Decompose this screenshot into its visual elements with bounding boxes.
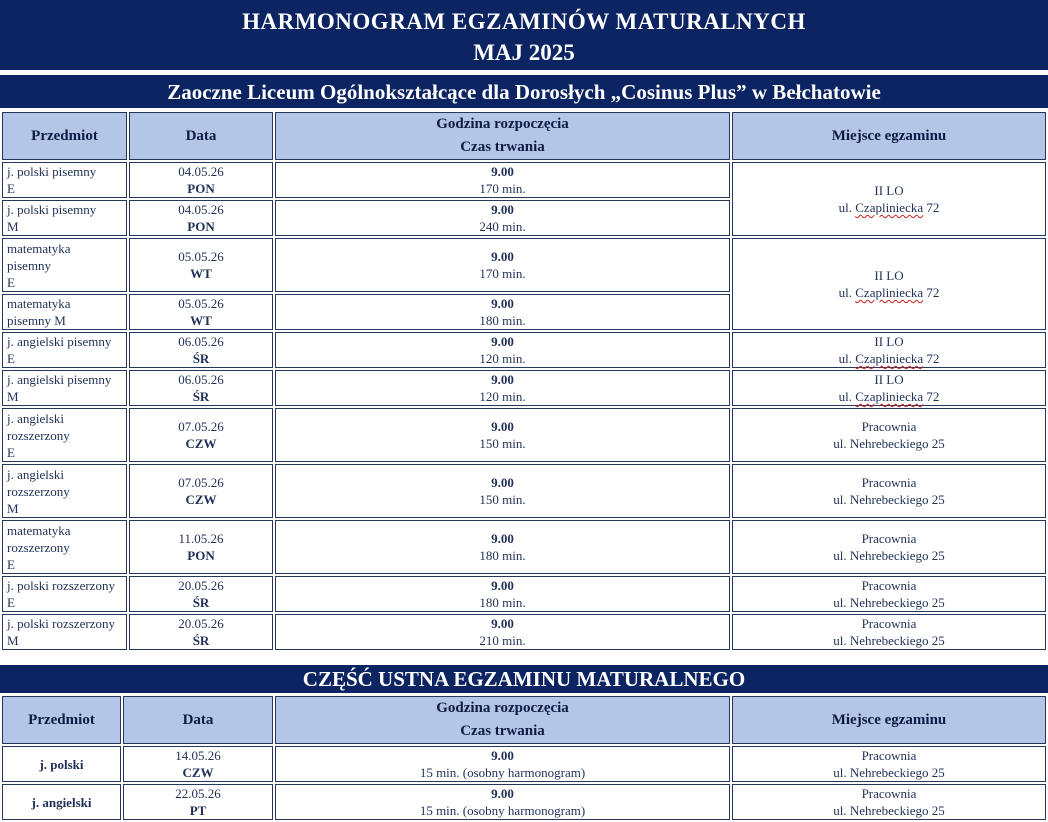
column-header-date: Data bbox=[123, 696, 273, 744]
duration: 120 min. bbox=[479, 351, 526, 366]
time-cell bbox=[275, 408, 730, 462]
subject-cell: j. angielski pisemny E bbox=[2, 332, 127, 368]
duration: 15 min. (osobny harmonogram) bbox=[419, 765, 586, 780]
start-time: 9.00 bbox=[491, 786, 514, 801]
place-cell: Pracownia ul. Nehrebeckiego 25 bbox=[732, 746, 1046, 782]
table-row bbox=[2, 520, 1046, 574]
start-time: 9.00 bbox=[491, 475, 514, 490]
subject-cell: matematyka pisemny E bbox=[2, 238, 127, 292]
weekday: ŚR bbox=[192, 389, 210, 404]
weekday: ŚR bbox=[192, 633, 210, 648]
date-cell: 06.05.26 ŚR bbox=[129, 332, 273, 368]
date-cell: 20.05.26 ŚR bbox=[129, 576, 273, 612]
weekday: PON bbox=[187, 181, 215, 196]
start-time: 9.00 bbox=[491, 748, 514, 763]
title-banner bbox=[0, 0, 1048, 70]
date-cell: 20.05.26 ŚR bbox=[129, 614, 273, 650]
table-header-row bbox=[2, 696, 1046, 744]
date-cell: 14.05.26 CZW bbox=[123, 746, 273, 782]
table-row bbox=[2, 238, 1046, 292]
date-cell: 22.05.26 PT bbox=[123, 784, 273, 820]
time-cell bbox=[275, 520, 730, 574]
place-cell: II LO ul. Czapliniecka 72 bbox=[732, 238, 1046, 330]
subject-cell: matematyka rozszerzony E bbox=[2, 520, 127, 574]
page-title: HARMONOGRAM EGZAMINÓW MATURALNYCH bbox=[242, 9, 806, 34]
weekday: CZW bbox=[185, 492, 217, 507]
table-row bbox=[2, 332, 1046, 368]
table-row bbox=[2, 614, 1046, 650]
date-cell: 06.05.26 ŚR bbox=[129, 370, 273, 406]
start-time: 9.00 bbox=[491, 164, 514, 179]
subject-cell: j. angielski pisemny M bbox=[2, 370, 127, 406]
time-cell bbox=[275, 332, 730, 368]
start-time: 9.00 bbox=[491, 531, 514, 546]
subject-cell: j. angielski bbox=[2, 784, 121, 820]
column-header-subject: Przedmiot bbox=[2, 112, 127, 160]
column-header-time-start: Godzina rozpoczęcia bbox=[436, 700, 569, 716]
place-cell: II LO ul. Czapliniecka 72 bbox=[732, 370, 1046, 406]
school-name: Zaoczne Liceum Ogólnokształcące dla Dorosłych „Cosinus Plus” w Bełchatowie bbox=[0, 75, 1048, 108]
weekday: CZW bbox=[185, 436, 217, 451]
time-cell bbox=[275, 162, 730, 198]
time-cell bbox=[275, 370, 730, 406]
start-time: 9.00 bbox=[491, 372, 514, 387]
written-exam-table bbox=[0, 110, 1048, 652]
spellcheck-underlined-word: Czapliniecka bbox=[855, 351, 924, 366]
subject-cell: j. polski pisemny M bbox=[2, 200, 127, 236]
page-subtitle: MAJ 2025 bbox=[473, 40, 575, 65]
table-row bbox=[2, 370, 1046, 406]
column-header-time bbox=[275, 112, 730, 160]
time-cell bbox=[275, 746, 730, 782]
spellcheck-underlined-word: Czapliniecka bbox=[855, 285, 924, 300]
start-time: 9.00 bbox=[491, 334, 514, 349]
table-row bbox=[2, 408, 1046, 462]
place-cell: Pracownia ul. Nehrebeckiego 25 bbox=[732, 784, 1046, 820]
duration: 180 min. bbox=[479, 548, 526, 563]
date-cell: 11.05.26 PON bbox=[129, 520, 273, 574]
column-header-subject: Przedmiot bbox=[2, 696, 121, 744]
place-cell: Pracownia ul. Nehrebeckiego 25 bbox=[732, 520, 1046, 574]
spellcheck-underlined-word: Czapliniecka bbox=[855, 389, 924, 404]
subject-cell: j. polski bbox=[2, 746, 121, 782]
duration: 120 min. bbox=[479, 389, 526, 404]
time-cell bbox=[275, 294, 730, 330]
duration: 15 min. (osobny harmonogram) bbox=[419, 803, 586, 818]
duration: 210 min. bbox=[479, 633, 526, 648]
start-time: 9.00 bbox=[491, 419, 514, 434]
place-cell: II LO ul. Czapliniecka 72 bbox=[732, 332, 1046, 368]
date-cell: 04.05.26 PON bbox=[129, 200, 273, 236]
date-cell: 07.05.26 CZW bbox=[129, 464, 273, 518]
weekday: CZW bbox=[182, 765, 214, 780]
oral-exam-table bbox=[0, 694, 1048, 822]
time-cell bbox=[275, 614, 730, 650]
column-header-place: Miejsce egzaminu bbox=[732, 112, 1046, 160]
date-cell: 05.05.26 WT bbox=[129, 238, 273, 292]
column-header-time bbox=[275, 696, 730, 744]
spellcheck-underlined-word: Czapliniecka bbox=[855, 200, 924, 215]
weekday: PON bbox=[187, 219, 215, 234]
place-cell: II LO ul. Czapliniecka 72 bbox=[732, 162, 1046, 236]
start-time: 9.00 bbox=[491, 616, 514, 631]
place-cell: Pracownia ul. Nehrebeckiego 25 bbox=[732, 408, 1046, 462]
duration: 150 min. bbox=[479, 436, 526, 451]
date-cell: 04.05.26 PON bbox=[129, 162, 273, 198]
time-cell bbox=[275, 238, 730, 292]
duration: 180 min. bbox=[479, 595, 526, 610]
subject-cell: j. angielski rozszerzony M bbox=[2, 464, 127, 518]
duration: 150 min. bbox=[479, 492, 526, 507]
weekday: ŚR bbox=[192, 351, 210, 366]
table-header-row bbox=[2, 112, 1046, 160]
column-header-date: Data bbox=[129, 112, 273, 160]
weekday: PT bbox=[189, 803, 207, 818]
time-cell bbox=[275, 464, 730, 518]
table-row bbox=[2, 464, 1046, 518]
duration: 180 min. bbox=[479, 313, 526, 328]
table-row bbox=[2, 576, 1046, 612]
date-cell: 05.05.26 WT bbox=[129, 294, 273, 330]
table-row bbox=[2, 746, 1046, 782]
place-cell: Pracownia ul. Nehrebeckiego 25 bbox=[732, 576, 1046, 612]
time-cell bbox=[275, 200, 730, 236]
duration: 170 min. bbox=[479, 266, 526, 281]
place-cell: Pracownia ul. Nehrebeckiego 25 bbox=[732, 464, 1046, 518]
subject-cell: matematyka pisemny M bbox=[2, 294, 127, 330]
duration: 240 min. bbox=[479, 219, 526, 234]
column-header-place: Miejsce egzaminu bbox=[732, 696, 1046, 744]
column-header-time-duration: Czas trwania bbox=[460, 139, 545, 155]
column-header-time-start: Godzina rozpoczęcia bbox=[436, 116, 569, 132]
start-time: 9.00 bbox=[491, 296, 514, 311]
table-row bbox=[2, 784, 1046, 820]
place-cell: Pracownia ul. Nehrebeckiego 25 bbox=[732, 614, 1046, 650]
column-header-time-duration: Czas trwania bbox=[460, 723, 545, 739]
time-cell bbox=[275, 784, 730, 820]
date-cell: 07.05.26 CZW bbox=[129, 408, 273, 462]
weekday: WT bbox=[190, 313, 212, 328]
time-cell bbox=[275, 576, 730, 612]
start-time: 9.00 bbox=[491, 249, 514, 264]
subject-cell: j. polski rozszerzony M bbox=[2, 614, 127, 650]
weekday: ŚR bbox=[192, 595, 210, 610]
weekday: WT bbox=[190, 266, 212, 281]
duration: 170 min. bbox=[479, 181, 526, 196]
table-row bbox=[2, 162, 1046, 198]
subject-cell: j. polski pisemny E bbox=[2, 162, 127, 198]
start-time: 9.00 bbox=[491, 578, 514, 593]
oral-section-title: CZĘŚĆ USTNA EGZAMINU MATURALNEGO bbox=[0, 665, 1048, 693]
subject-cell: j. polski rozszerzony E bbox=[2, 576, 127, 612]
subject-cell: j. angielski rozszerzony E bbox=[2, 408, 127, 462]
start-time: 9.00 bbox=[491, 202, 514, 217]
weekday: PON bbox=[187, 548, 215, 563]
